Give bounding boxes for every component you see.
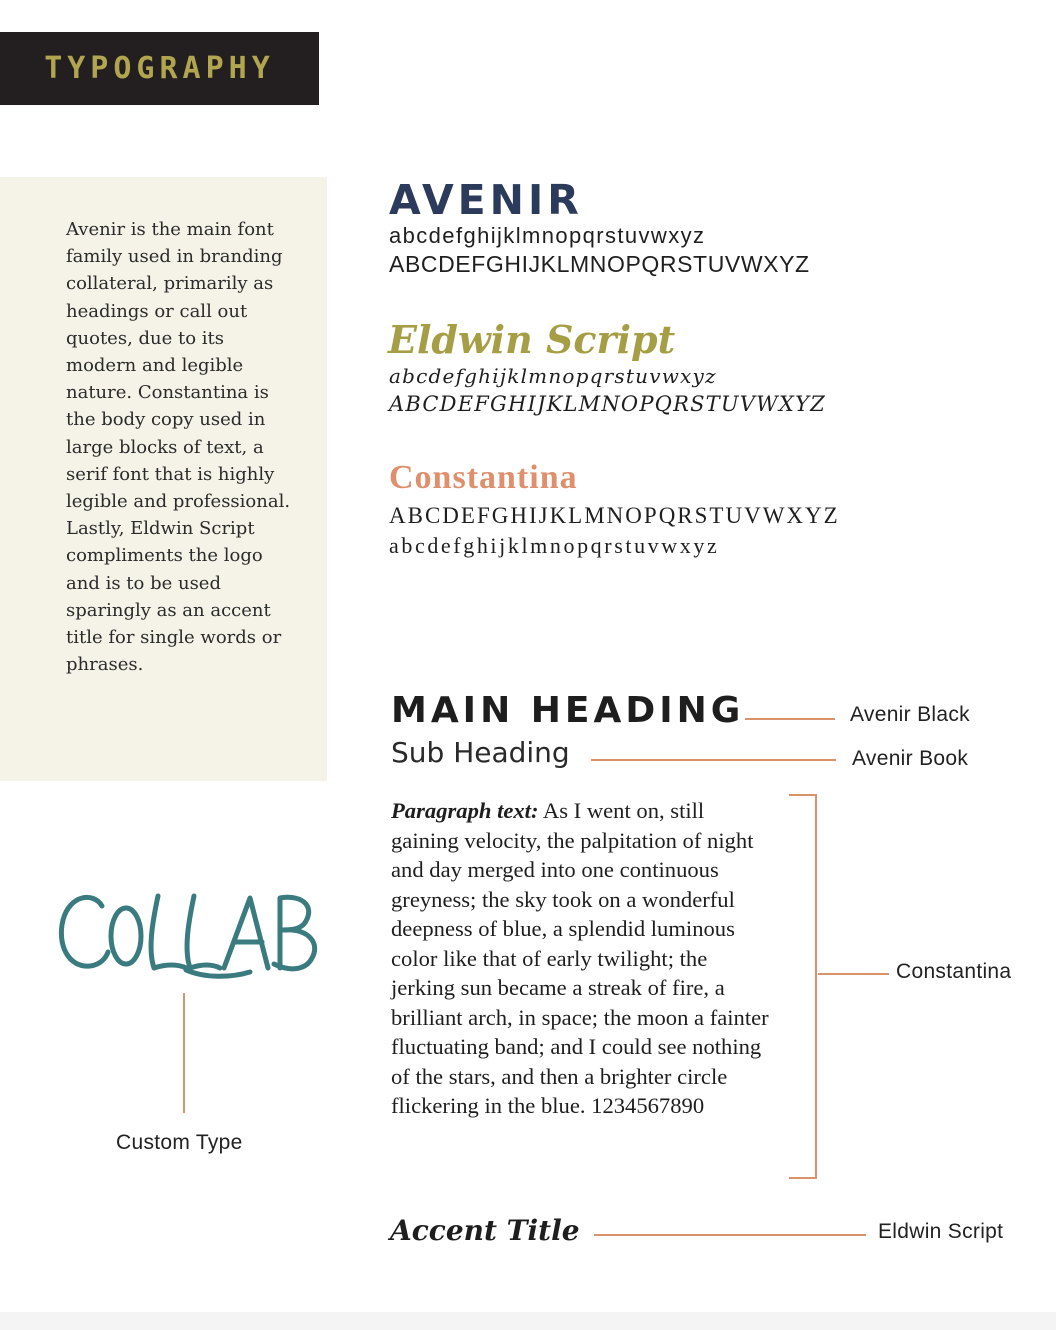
constantina-uppercase-sample: ABCDEFGHIJKLMNOPQRSTUVWXYZ [389,503,840,528]
avenir-uppercase-sample: ABCDEFGHIJKLMNOPQRSTUVWXYZ [389,251,810,277]
paragraph-leader-line [818,973,889,975]
paragraph-sample [391,796,771,1121]
paragraph-body: As I went on, still gaining velocity, the palpitation of night and day merged into one continuous greyness; the sky took on a wonderful deepness of blue, a splendid luminous color like that of early twilight; the jerking sun became a streak of fire, a brilliant arch, in space; the moon a fainter fluctuating band; and I could see nothing of the stars, and then a brighter circle flickering in the blue. 1234567890 [391,798,769,1118]
main-heading-leader-line [745,718,835,720]
paragraph-bracket [789,794,817,1179]
custom-type-label: Custom Type [116,1131,243,1154]
paragraph-lead: Paragraph text: [391,798,539,823]
avenir-font-name: AVENIR [389,176,583,224]
avenir-lowercase-sample: abcdefghijklmnopqrstuvwxyz [389,223,706,248]
sub-heading-label: Avenir Book [852,747,969,770]
page-bottom-strip [0,1312,1056,1330]
constantina-font-name: Constantina [389,459,578,496]
eldwin-font-name: Eldwin Script [388,317,676,362]
sub-heading-leader-line [591,759,836,761]
main-heading-label: Avenir Black [850,703,970,726]
eldwin-lowercase-sample: abcdefghijklmnopqrstuvwxyz [389,364,717,388]
accent-title-leader-line [594,1234,866,1236]
description-text: Avenir is the main font family used in branding collateral, primarily as headings or call out quotes, due to its modern and legible nature. Constantina is the body copy used in large blocks of text, a serif font that is highly legible and professional. Lastly, Eldwin Script compliments the logo and is to be used sparingly as an accent title for single words or phrases. [66,219,291,676]
sub-heading-sample: Sub Heading [391,736,570,769]
eldwin-uppercase-sample: ABCDEFGHIJKLMNOPQRSTUVWXYZ [389,392,826,416]
paragraph-label: Constantina [896,960,1012,983]
page-title: TYPOGRAPHY [44,51,275,86]
accent-title-sample: Accent Title [390,1214,580,1247]
constantina-lowercase-sample: abcdefghijklmnopqrstuvwxyz [389,533,720,558]
main-heading-sample: MAIN HEADING [391,690,745,731]
custom-type-leader-line [183,993,185,1113]
accent-title-label: Eldwin Script [878,1220,1004,1243]
collab-logo [54,884,324,984]
